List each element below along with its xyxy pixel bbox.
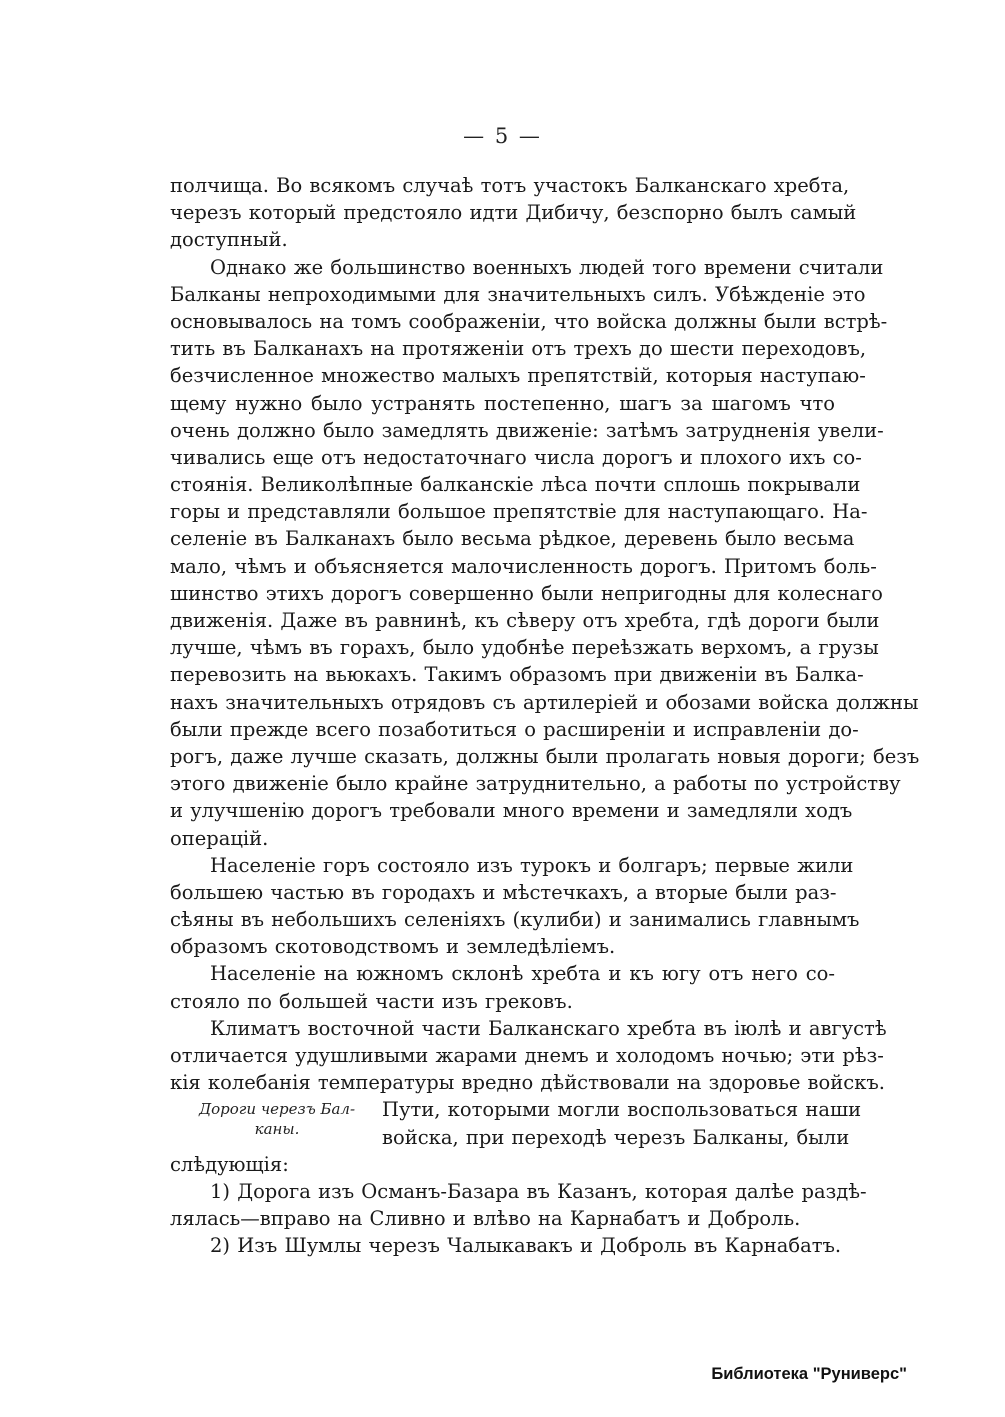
- text-line: отличается удушливыми жарами днемъ и холодомъ ночью; эти рѣз-: [170, 1044, 884, 1067]
- margin-note: [192, 1099, 362, 1139]
- text-line: полчища. Во всякомъ случаѣ тотъ участокъ Балканскаго хребта,: [170, 174, 850, 197]
- text-line: основывалось на томъ соображеніи, что войска должны были встрѣ-: [170, 309, 888, 333]
- text-line: тить въ Балканахъ на протяженіи отъ трехъ до шести переходовъ,: [170, 337, 867, 361]
- paragraph-8: [170, 1232, 842, 1259]
- text-line: кія колебанія температуры вредно дѣйствовали на здоровье войскъ.: [170, 1071, 885, 1095]
- body-text: [170, 172, 920, 1260]
- paragraph-1: [170, 172, 857, 254]
- text-line: Однако же большинство военныхъ людей того времени считали: [210, 255, 884, 279]
- text-line: образомъ скотоводствомъ и земледѣліемъ.: [170, 935, 616, 959]
- text-line: Населеніе на южномъ склонѣ хребта и къ югу отъ него со-: [210, 962, 835, 986]
- text-line: этого движеніе было крайне затруднительно, а работы по устройству: [170, 772, 901, 796]
- paragraph-3: [170, 852, 860, 961]
- text-line: безчисленное множество малыхъ препятствій, которыя наступаю-: [170, 364, 866, 388]
- text-line: были прежде всего позаботиться о расширеніи и исправленіи до-: [170, 717, 859, 741]
- text-line: мало, чѣмъ и объясняется малочисленность дорогъ. Притомъ боль-: [170, 554, 877, 578]
- text-line: чивались еще отъ недостаточнаго числа дорогъ и плохого ихъ со-: [170, 445, 862, 469]
- text-line: Балканы непроходимыми для значительныхъ силъ. Убѣжденіе это: [170, 282, 866, 306]
- paragraph-4: [170, 960, 835, 1014]
- text-line: черезъ который предстояло идти Дибичу, безспорно былъ самый: [170, 201, 857, 225]
- text-line: движенія. Даже въ равнинѣ, къ сѣверу отъ хребта, гдѣ дороги были: [170, 609, 880, 632]
- text-line: лялась—вправо на Сливно и влѣво на Карнабатъ и Доброль.: [170, 1207, 801, 1231]
- text-line: горы и представляли большое препятствіе для наступающаго. На-: [170, 500, 868, 524]
- text-line: Населеніе горъ состояло изъ турокъ и болгаръ; первые жили: [210, 853, 854, 877]
- library-watermark: Библиотека "Руниверс": [711, 1365, 907, 1383]
- text-line: стояло по большей части изъ грековъ.: [170, 989, 573, 1013]
- paragraph-6-with-note: [170, 1096, 862, 1150]
- text-line: щему нужно было устранять постепенно, шагъ за шагомъ что: [170, 391, 835, 415]
- text-line: слѣдующія:: [170, 1152, 289, 1176]
- text-line: очень должно было замедлять движеніе: затѣмъ затрудненія увели-: [170, 418, 884, 442]
- text-line: перевозить на вьюкахъ. Такимъ образомъ при движеніи въ Балка-: [170, 663, 864, 687]
- paragraph-7: [170, 1178, 867, 1232]
- paragraph-5: [170, 1015, 887, 1097]
- text-line: большею частью въ городахъ и мѣстечкахъ, а вторые были раз-: [170, 880, 837, 904]
- text-line: 2) Изъ Шумлы черезъ Чалыкавакъ и Доброль въ Карнабатъ.: [210, 1234, 842, 1258]
- text-line: операцій.: [170, 826, 269, 850]
- text-line: и улучшенію дорогъ требовали много времени и замедляли ходъ: [170, 799, 853, 823]
- paragraph-6-side-text: [382, 1096, 862, 1150]
- paragraph-6-tail: [170, 1151, 835, 1178]
- text-line: Климатъ восточной части Балканскаго хребта въ іюлѣ и августѣ: [210, 1016, 887, 1040]
- text-line: 1) Дорога изъ Османъ-Базара въ Казанъ, которая далѣе раздѣ-: [210, 1179, 867, 1203]
- text-line: доступный.: [170, 228, 288, 252]
- text-line: Пути, которыми могли воспользоваться наши: [382, 1098, 862, 1122]
- text-line: лучше, чѣмъ въ горахъ, было удобнѣе переѣзжать верхомъ, а грузы: [170, 636, 879, 660]
- margin-note-text: Дороги черезъ Бал- каны.: [198, 1100, 356, 1139]
- text-line: стоянія. Великолѣпные балканскіе лѣса почти сплошь покрывали: [170, 473, 861, 497]
- text-line: войска, при переходѣ черезъ Балканы, были: [382, 1125, 850, 1149]
- text-line: сѣяны въ небольшихъ селеніяхъ (кулиби) и занимались главнымъ: [170, 908, 860, 932]
- text-line: нахъ значительныхъ отрядовъ съ артилеріей и обозами войска должны: [170, 690, 919, 714]
- text-line: рогъ, даже лучше сказать, должны были пролагать новыя дороги; безъ: [170, 744, 920, 768]
- page-number: — 5 —: [463, 124, 542, 148]
- text-line: шинство этихъ дорогъ совершенно были непригодны для колеснаго: [170, 581, 883, 605]
- paragraph-2: [170, 254, 920, 852]
- text-line: селеніе въ Балканахъ было весьма рѣдкое, деревень было весьма: [170, 527, 855, 551]
